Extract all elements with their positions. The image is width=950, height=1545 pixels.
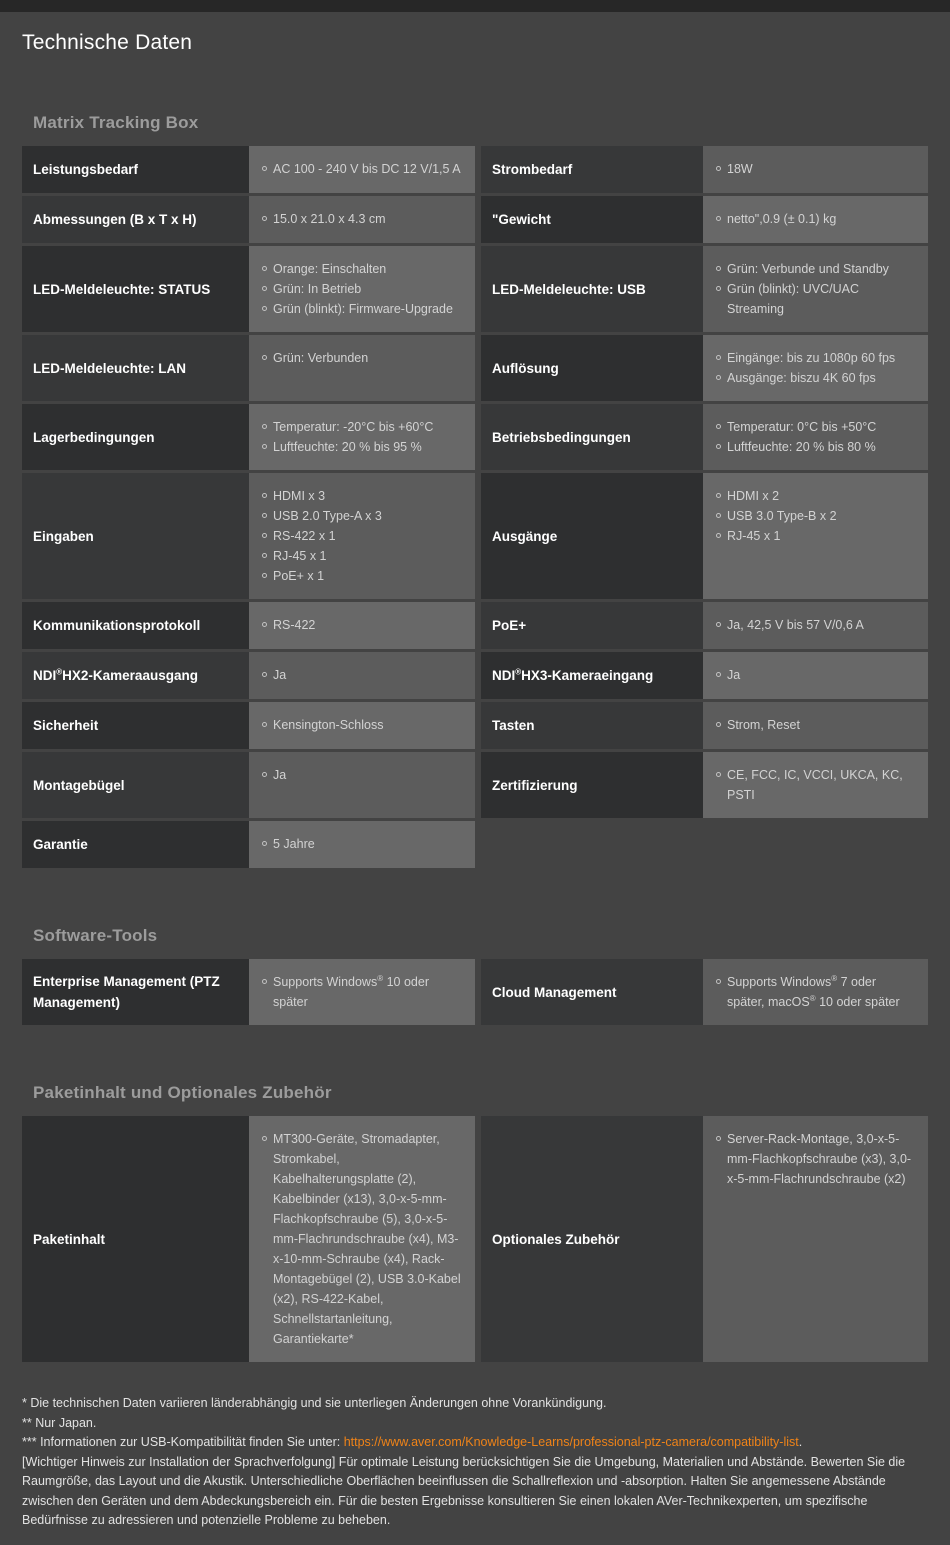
registered-mark: ® bbox=[809, 993, 816, 1003]
spec-value-text: Orange: Einschalten bbox=[273, 262, 387, 276]
spec-label bbox=[481, 473, 703, 599]
spec-value-item bbox=[716, 506, 914, 526]
spec-value-text: Server-Rack-Montage, 3,0-x-5-mm-Flachkopfschraube (x3), 3,0-x-5-mm-Flachrundschraube (x2) bbox=[727, 1132, 912, 1186]
spec-label-text: PoE+ bbox=[492, 618, 527, 633]
bullet-icon bbox=[262, 166, 267, 171]
spec-label-text: LED-Meldeleuchte: LAN bbox=[33, 360, 187, 376]
spec-value-item bbox=[262, 526, 461, 546]
section-title: Paketinhalt und Optionales Zubehör bbox=[33, 1083, 332, 1102]
spec-value-item bbox=[262, 715, 461, 735]
spec-label-text: Strombedarf bbox=[492, 162, 573, 177]
bullet-icon bbox=[716, 772, 721, 777]
spec-value-item bbox=[262, 209, 461, 229]
spec-value-text: Grün: Verbunde und Standby bbox=[727, 262, 889, 276]
spec-value-text: CE, FCC, IC, VCCI, UKCA, KC, PSTI bbox=[727, 768, 903, 802]
spec-label bbox=[22, 246, 249, 332]
bullet-icon bbox=[262, 424, 267, 429]
spec-label bbox=[22, 702, 249, 749]
spec-value-item bbox=[262, 299, 461, 319]
spec-value-item bbox=[716, 615, 914, 635]
spec-value-text: Eingänge: bis zu 1080p 60 fps bbox=[727, 351, 896, 365]
spec-value-item bbox=[716, 715, 914, 735]
spec-label bbox=[481, 1116, 703, 1362]
spec-label bbox=[22, 196, 249, 243]
spec-value bbox=[703, 652, 928, 699]
spec-label bbox=[22, 1116, 249, 1362]
spec-value-text: Grün: Verbunden bbox=[273, 351, 369, 365]
spec-value bbox=[249, 473, 475, 599]
spec-label-text: Leistungsbedarf bbox=[33, 162, 139, 177]
spec-label-text: Cloud Management bbox=[492, 984, 617, 1000]
spec-label-text: Ausgänge bbox=[492, 528, 558, 544]
spec-value-text: Ja bbox=[273, 768, 287, 782]
spec-label bbox=[22, 473, 249, 599]
page-title: Technische Daten bbox=[22, 31, 193, 54]
spec-label bbox=[22, 752, 249, 818]
bullet-icon bbox=[262, 513, 267, 518]
spec-label-text: Paketinhalt bbox=[33, 1231, 106, 1247]
spec-label-text: Optionales Zubehör bbox=[492, 1231, 620, 1247]
bullet-icon bbox=[716, 286, 721, 291]
footnotes bbox=[22, 1394, 928, 1535]
spec-value-item bbox=[262, 417, 461, 437]
spec-value-text: Kensington-Schloss bbox=[273, 718, 384, 732]
spec-label-text: Garantie bbox=[33, 837, 88, 852]
spec-label bbox=[22, 652, 249, 699]
spec-value-item bbox=[262, 665, 461, 685]
spec-row bbox=[22, 146, 928, 193]
spec-label bbox=[481, 652, 703, 699]
spec-value-item bbox=[262, 566, 461, 586]
spec-value bbox=[249, 146, 475, 193]
spec-label-text: Tasten bbox=[492, 718, 535, 733]
bullet-icon bbox=[716, 216, 721, 221]
bullet-icon bbox=[262, 841, 267, 846]
spec-value bbox=[249, 652, 475, 699]
spec-value-item bbox=[262, 506, 461, 526]
spec-value bbox=[703, 752, 928, 818]
spec-label bbox=[22, 959, 249, 1025]
bullet-icon bbox=[716, 375, 721, 380]
spec-label-text: Abmessungen (B x T x H) bbox=[33, 212, 197, 227]
spec-value-item bbox=[262, 348, 461, 368]
spec-value-item bbox=[262, 486, 461, 506]
section-title: Software-Tools bbox=[33, 926, 158, 945]
spec-table bbox=[22, 959, 928, 1025]
spec-value bbox=[703, 146, 928, 193]
bullet-icon bbox=[262, 722, 267, 727]
spec-label bbox=[481, 752, 703, 818]
registered-mark: ® bbox=[377, 973, 384, 983]
spec-section bbox=[22, 926, 928, 1025]
bullet-icon bbox=[262, 355, 267, 360]
spec-row bbox=[22, 1116, 928, 1362]
spec-value-item bbox=[716, 368, 914, 388]
spec-value bbox=[703, 404, 928, 470]
bullet-icon bbox=[716, 355, 721, 360]
spec-value-item bbox=[262, 259, 461, 279]
spec-value-item bbox=[262, 279, 461, 299]
spec-section bbox=[22, 113, 928, 868]
spec-value-text: PoE+ x 1 bbox=[273, 569, 325, 583]
bullet-icon bbox=[262, 622, 267, 627]
spec-value-text: 18W bbox=[727, 162, 753, 176]
spec-value-item bbox=[262, 1129, 461, 1349]
spec-value bbox=[249, 404, 475, 470]
footnote-countries-text: * Die technischen Daten variieren länderabhängig und sie unterliegen Änderungen ohne Vorankündigung. bbox=[22, 1396, 607, 1410]
footnote-usb bbox=[22, 1433, 928, 1453]
spec-value-item bbox=[716, 486, 914, 506]
spec-value-item bbox=[716, 159, 914, 179]
spec-section bbox=[22, 1083, 928, 1362]
spec-label-text: Zertifizierung bbox=[492, 777, 578, 793]
spec-value-item bbox=[262, 972, 461, 1012]
spec-value-text: USB 2.0 Type-A x 3 bbox=[273, 509, 382, 523]
footnote-japan-text: ** Nur Japan. bbox=[22, 1415, 97, 1430]
spec-table bbox=[22, 146, 928, 868]
spec-value bbox=[703, 246, 928, 332]
spec-row bbox=[22, 602, 928, 649]
spec-value bbox=[249, 1116, 475, 1362]
spec-label-text: Auflösung bbox=[492, 360, 559, 376]
bullet-icon bbox=[716, 513, 721, 518]
spec-value-text: AC 100 - 240 V bis DC 12 V/1,5 A bbox=[273, 162, 461, 176]
footnote-usb-prefix: *** Informationen zur USB-Kompatibilität finden Sie unter: bbox=[22, 1435, 344, 1449]
spec-label-text: Montagebügel bbox=[33, 777, 125, 793]
spec-value-text: Ausgänge: biszu 4K 60 fps bbox=[727, 371, 876, 385]
spec-page bbox=[0, 12, 950, 1545]
bullet-icon bbox=[262, 444, 267, 449]
spec-value-text: Supports Windows® 10 oder später bbox=[273, 973, 429, 1009]
spec-label bbox=[22, 602, 249, 649]
spec-value bbox=[249, 702, 475, 749]
spec-label bbox=[22, 146, 249, 193]
spec-row bbox=[22, 821, 928, 868]
bullet-icon bbox=[262, 493, 267, 498]
spec-value bbox=[703, 335, 928, 401]
spec-value-text: Supports Windows® 7 oder später, macOS® 10 oder später bbox=[727, 973, 900, 1009]
spec-value bbox=[703, 602, 928, 649]
spec-row bbox=[22, 959, 928, 1025]
spec-row bbox=[22, 196, 928, 243]
bullet-icon bbox=[262, 979, 267, 984]
spec-value-item bbox=[716, 279, 914, 319]
spec-label bbox=[481, 702, 703, 749]
spec-label-text: Eingaben bbox=[33, 528, 94, 544]
spec-value-text: RJ-45 x 1 bbox=[727, 529, 781, 543]
spec-label-text: NDI®HX2-Kameraausgang bbox=[33, 667, 198, 683]
spec-value-text: RS-422 bbox=[273, 618, 316, 632]
spec-value-text: 15.0 x 21.0 x 4.3 cm bbox=[273, 212, 386, 226]
bullet-icon bbox=[716, 1136, 721, 1141]
bullet-icon bbox=[716, 166, 721, 171]
spec-value-item bbox=[716, 765, 914, 805]
bullet-icon bbox=[262, 672, 267, 677]
spec-label bbox=[481, 146, 703, 193]
footnote-japan bbox=[22, 1414, 928, 1434]
footnote-installation-text: [Wichtiger Hinweis zur Installation der Sprachverfolgung] Für optimale Leistung berücksichtigen Sie die Umgebung, Materialien und Abstände. Bewerten Sie die Raumgröße, das Layout und die Akustik. Unterschiedliche Oberflächen beeinflussen die Schallreflexion und -absorption. Halten Sie angemessene Abstände zwischen den Geräten und dem Abdeckungsbereich ein. Für die besten Ergebnisse konsultieren Sie einen lokalen AVer-Technikexperten, um spezifische Bedürfnisse zu adressieren und potenzielle Probleme zu beheben. bbox=[22, 1454, 906, 1527]
spec-value-item bbox=[716, 1129, 914, 1189]
spec-label bbox=[481, 821, 703, 868]
registered-mark: ® bbox=[515, 667, 522, 677]
spec-value bbox=[249, 821, 475, 868]
spec-value bbox=[703, 473, 928, 599]
spec-value-item bbox=[716, 417, 914, 437]
registered-mark: ® bbox=[831, 973, 838, 983]
spec-label-text: Kommunikationsprotokoll bbox=[33, 618, 201, 633]
bullet-icon bbox=[716, 444, 721, 449]
bullet-icon bbox=[716, 722, 721, 727]
spec-value-text: Temperatur: -20°C bis +60°C bbox=[273, 420, 434, 434]
spec-label bbox=[481, 335, 703, 401]
spec-label bbox=[22, 335, 249, 401]
spec-value bbox=[703, 702, 928, 749]
spec-label bbox=[481, 404, 703, 470]
bullet-icon bbox=[262, 216, 267, 221]
footnote-installation-notice bbox=[22, 1453, 928, 1531]
spec-value-item bbox=[262, 765, 461, 785]
spec-value-item bbox=[716, 437, 914, 457]
sections-container bbox=[22, 113, 928, 1362]
spec-value-text: Ja bbox=[273, 668, 287, 682]
spec-row bbox=[22, 246, 928, 332]
spec-label-text: NDI®HX3-Kameraeingang bbox=[492, 667, 654, 683]
spec-row bbox=[22, 752, 928, 818]
registered-mark: ® bbox=[56, 667, 63, 677]
bullet-icon bbox=[262, 553, 267, 558]
footnote-countries bbox=[22, 1394, 928, 1414]
spec-value-text: Grün (blinkt): UVC/UAC Streaming bbox=[727, 282, 859, 316]
spec-value bbox=[249, 959, 475, 1025]
spec-value-item bbox=[716, 972, 914, 1012]
spec-value-item bbox=[716, 259, 914, 279]
section-title: Matrix Tracking Box bbox=[33, 113, 199, 132]
spec-row bbox=[22, 404, 928, 470]
spec-value-item bbox=[262, 615, 461, 635]
spec-label bbox=[22, 821, 249, 868]
spec-value-item bbox=[716, 209, 914, 229]
spec-label-text: Sicherheit bbox=[33, 718, 99, 733]
spec-value bbox=[249, 602, 475, 649]
bullet-icon bbox=[716, 533, 721, 538]
spec-row bbox=[22, 652, 928, 699]
spec-label bbox=[481, 196, 703, 243]
spec-value-item bbox=[262, 834, 461, 854]
spec-row bbox=[22, 335, 928, 401]
spec-value-text: Luftfeuchte: 20 % bis 80 % bbox=[727, 440, 876, 454]
spec-value-item bbox=[262, 159, 461, 179]
bullet-icon bbox=[716, 672, 721, 677]
spec-value bbox=[249, 335, 475, 401]
spec-value-text: netto",0.9 (± 0.1) kg bbox=[727, 212, 837, 226]
spec-value-text: Grün (blinkt): Firmware-Upgrade bbox=[273, 302, 453, 316]
spec-value-text: Ja, 42,5 V bis 57 V/0,6 A bbox=[727, 618, 864, 632]
bullet-icon bbox=[262, 772, 267, 777]
spec-value-item bbox=[262, 437, 461, 457]
spec-value bbox=[703, 821, 928, 868]
bullet-icon bbox=[716, 493, 721, 498]
bullet-icon bbox=[262, 306, 267, 311]
bullet-icon bbox=[716, 622, 721, 627]
spec-value bbox=[703, 1116, 928, 1362]
compatibility-list-link[interactable]: https://www.aver.com/Knowledge-Learns/professional-ptz-camera/compatibility-list bbox=[343, 1435, 799, 1449]
bullet-icon bbox=[262, 573, 267, 578]
spec-value bbox=[249, 752, 475, 818]
bullet-icon bbox=[716, 979, 721, 984]
spec-value-text: RS-422 x 1 bbox=[273, 529, 336, 543]
spec-value-item bbox=[262, 546, 461, 566]
spec-value-text: Temperatur: 0°C bis +50°C bbox=[727, 420, 877, 434]
spec-table bbox=[22, 1116, 928, 1362]
spec-value bbox=[703, 196, 928, 243]
spec-value-item bbox=[716, 348, 914, 368]
spec-label bbox=[22, 404, 249, 470]
spec-value-text: Strom, Reset bbox=[727, 718, 800, 732]
spec-value-text: MT300-Geräte, Stromadapter, Stromkabel, Kabelhalterungsplatte (2), Kabelbinder (x13), 3,0-x-5-mm-Flachkopfschraube (5), 3,0-x-5-mm-Flachrundschraube (x4), M3-x-10-mm-Schraube (x4), Rack-Montagebügel (2), USB 3.0-Kabel (x2), RS-422-Kabel, Schnellstartanleitung, Garantiekarte* bbox=[273, 1132, 461, 1346]
spec-label bbox=[481, 602, 703, 649]
spec-label-text: LED-Meldeleuchte: USB bbox=[492, 281, 646, 297]
spec-label-text: Lagerbedingungen bbox=[33, 429, 155, 445]
bullet-icon bbox=[262, 266, 267, 271]
bullet-icon bbox=[262, 286, 267, 291]
spec-value-text: USB 3.0 Type-B x 2 bbox=[727, 509, 837, 523]
spec-value bbox=[703, 959, 928, 1025]
spec-value-text: HDMI x 2 bbox=[727, 489, 780, 503]
spec-label-text: "Gewicht bbox=[492, 212, 551, 227]
bullet-icon bbox=[716, 424, 721, 429]
spec-row bbox=[22, 473, 928, 599]
spec-value-item bbox=[716, 526, 914, 546]
spec-value-text: HDMI x 3 bbox=[273, 489, 326, 503]
spec-label-text: LED-Meldeleuchte: STATUS bbox=[33, 281, 211, 297]
spec-value-item bbox=[716, 665, 914, 685]
spec-value-text: Grün: In Betrieb bbox=[273, 282, 362, 296]
spec-value-text: Luftfeuchte: 20 % bis 95 % bbox=[273, 440, 422, 454]
bullet-icon bbox=[262, 1136, 267, 1141]
spec-value-text: RJ-45 x 1 bbox=[273, 549, 327, 563]
spec-value-text: Ja bbox=[727, 668, 741, 682]
spec-label bbox=[481, 959, 703, 1025]
spec-value bbox=[249, 246, 475, 332]
spec-label bbox=[481, 246, 703, 332]
bullet-icon bbox=[716, 266, 721, 271]
spec-row bbox=[22, 702, 928, 749]
spec-label-text: Betriebsbedingungen bbox=[492, 429, 631, 445]
spec-label-text: Enterprise Management (PTZ Management) bbox=[33, 974, 220, 1010]
spec-value-text: 5 Jahre bbox=[273, 837, 315, 851]
bullet-icon bbox=[262, 533, 267, 538]
footnote-usb-suffix: . bbox=[798, 1435, 803, 1449]
spec-value bbox=[249, 196, 475, 243]
